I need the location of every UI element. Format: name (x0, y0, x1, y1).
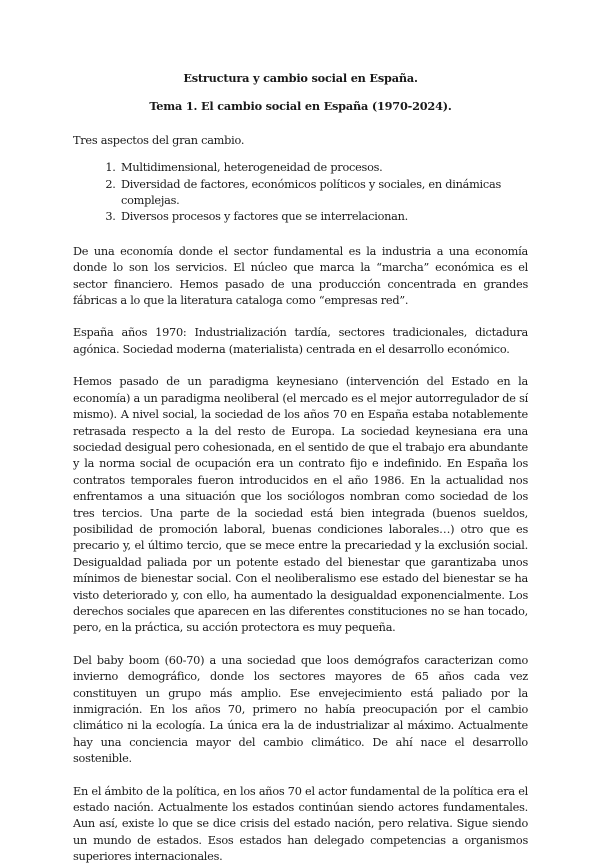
paragraph-paradigm: Hemos pasado de un paradigma keynesiano (intervención del Estado en la economía) a un paradigma neoliberal (el mercado es el mejor autorregulador de sí mismo). A nivel social, la sociedad de los años 70 en España estaba notablemente retrasada respecto a la del resto de Europa. La sociedad keynesiana era una sociedad desigual pero cohesionada, en el sentido de que el trabajo era abundante y la norma social de ocupación era un contrato fijo e indefinido. En España los contratos temporales fueron introducidos en el año 1986. En la actualidad nos enfrentamos a una situación que los sociólogos nombran como sociedad de los tres tercios. Una parte de la sociedad está bien integrada (buenos sueldos, posibilidad de promoción laboral, buenas condiciones laborales…) otro que es precario y, el último tercio, que se mece entre la precariedad y la exclusión social. Desigualdad paliada por un potente estado del bienestar que garantizaba unos mínimos de bienestar social. Con el neoliberalismo ese estado del bienestar se ha visto deteriorado y, con ello, ha aumentado la desigualdad exponencialmente. Los derechos sociales que aparecen en las diferentes constituciones no se han tocado, pero, en la práctica, su acción protectora es muy pequeña. (73, 375, 528, 635)
aspects-intro: Tres aspectos del gran cambio. (73, 133, 245, 147)
paragraph-spain-1970: España años 1970: Industrialización tardía, sectores tradicionales, dictadura agónica. Sociedad moderna (materialista) centrada en el desarrollo económico. (73, 326, 528, 356)
list-item: 2. Diversidad de factores, económicos políticos y sociales, en dinámicas complejas. (119, 177, 528, 210)
paragraph-politics: En el ámbito de la política, en los años 70 el actor fundamental de la política era el estado nación. Actualmente los estados continúan siendo actores fundamentales. Aun así, existe lo que se dice crisis del estado nación, pero relativa. Sigue siendo un mundo de estados. Esos estados han delegado competencias a organismos superiores internacionales. (73, 784, 528, 864)
paragraph-economy: De una economía donde el sector fundamental es la industria a una economía donde lo son los servicios. El núcleo que marca la “marcha” económica es el sector financiero. Hemos pasado de una producción concentrada en grandes fábricas a lo que la literatura cataloga como “empresas red”. (73, 244, 528, 308)
list-item: 1. Multidimensional, heterogeneidad de procesos. (119, 160, 528, 176)
aspects-list (73, 160, 528, 226)
document-title: Estructura y cambio social en España. (183, 71, 418, 85)
paragraph-demography: Del baby boom (60-70) a una sociedad que loos demógrafos caracterizan como invierno demográfico, donde los sectores mayores de 65 años cada vez constituyen un grupo más amplio. Ese envejecimiento está paliado por la inmigración. En los años 70, primero no había preocupación por el cambio climático ni la ecología. La única era la de industrializar al máximo. Actualmente hay una conciencia mayor del cambio climático. De ahí nace el desarrollo sostenible. (73, 653, 528, 766)
list-item: 3. Diversos procesos y factores que se interrelacionan. (119, 209, 528, 225)
topic-title: Tema 1. El cambio social en España (1970-2024). (149, 99, 452, 114)
